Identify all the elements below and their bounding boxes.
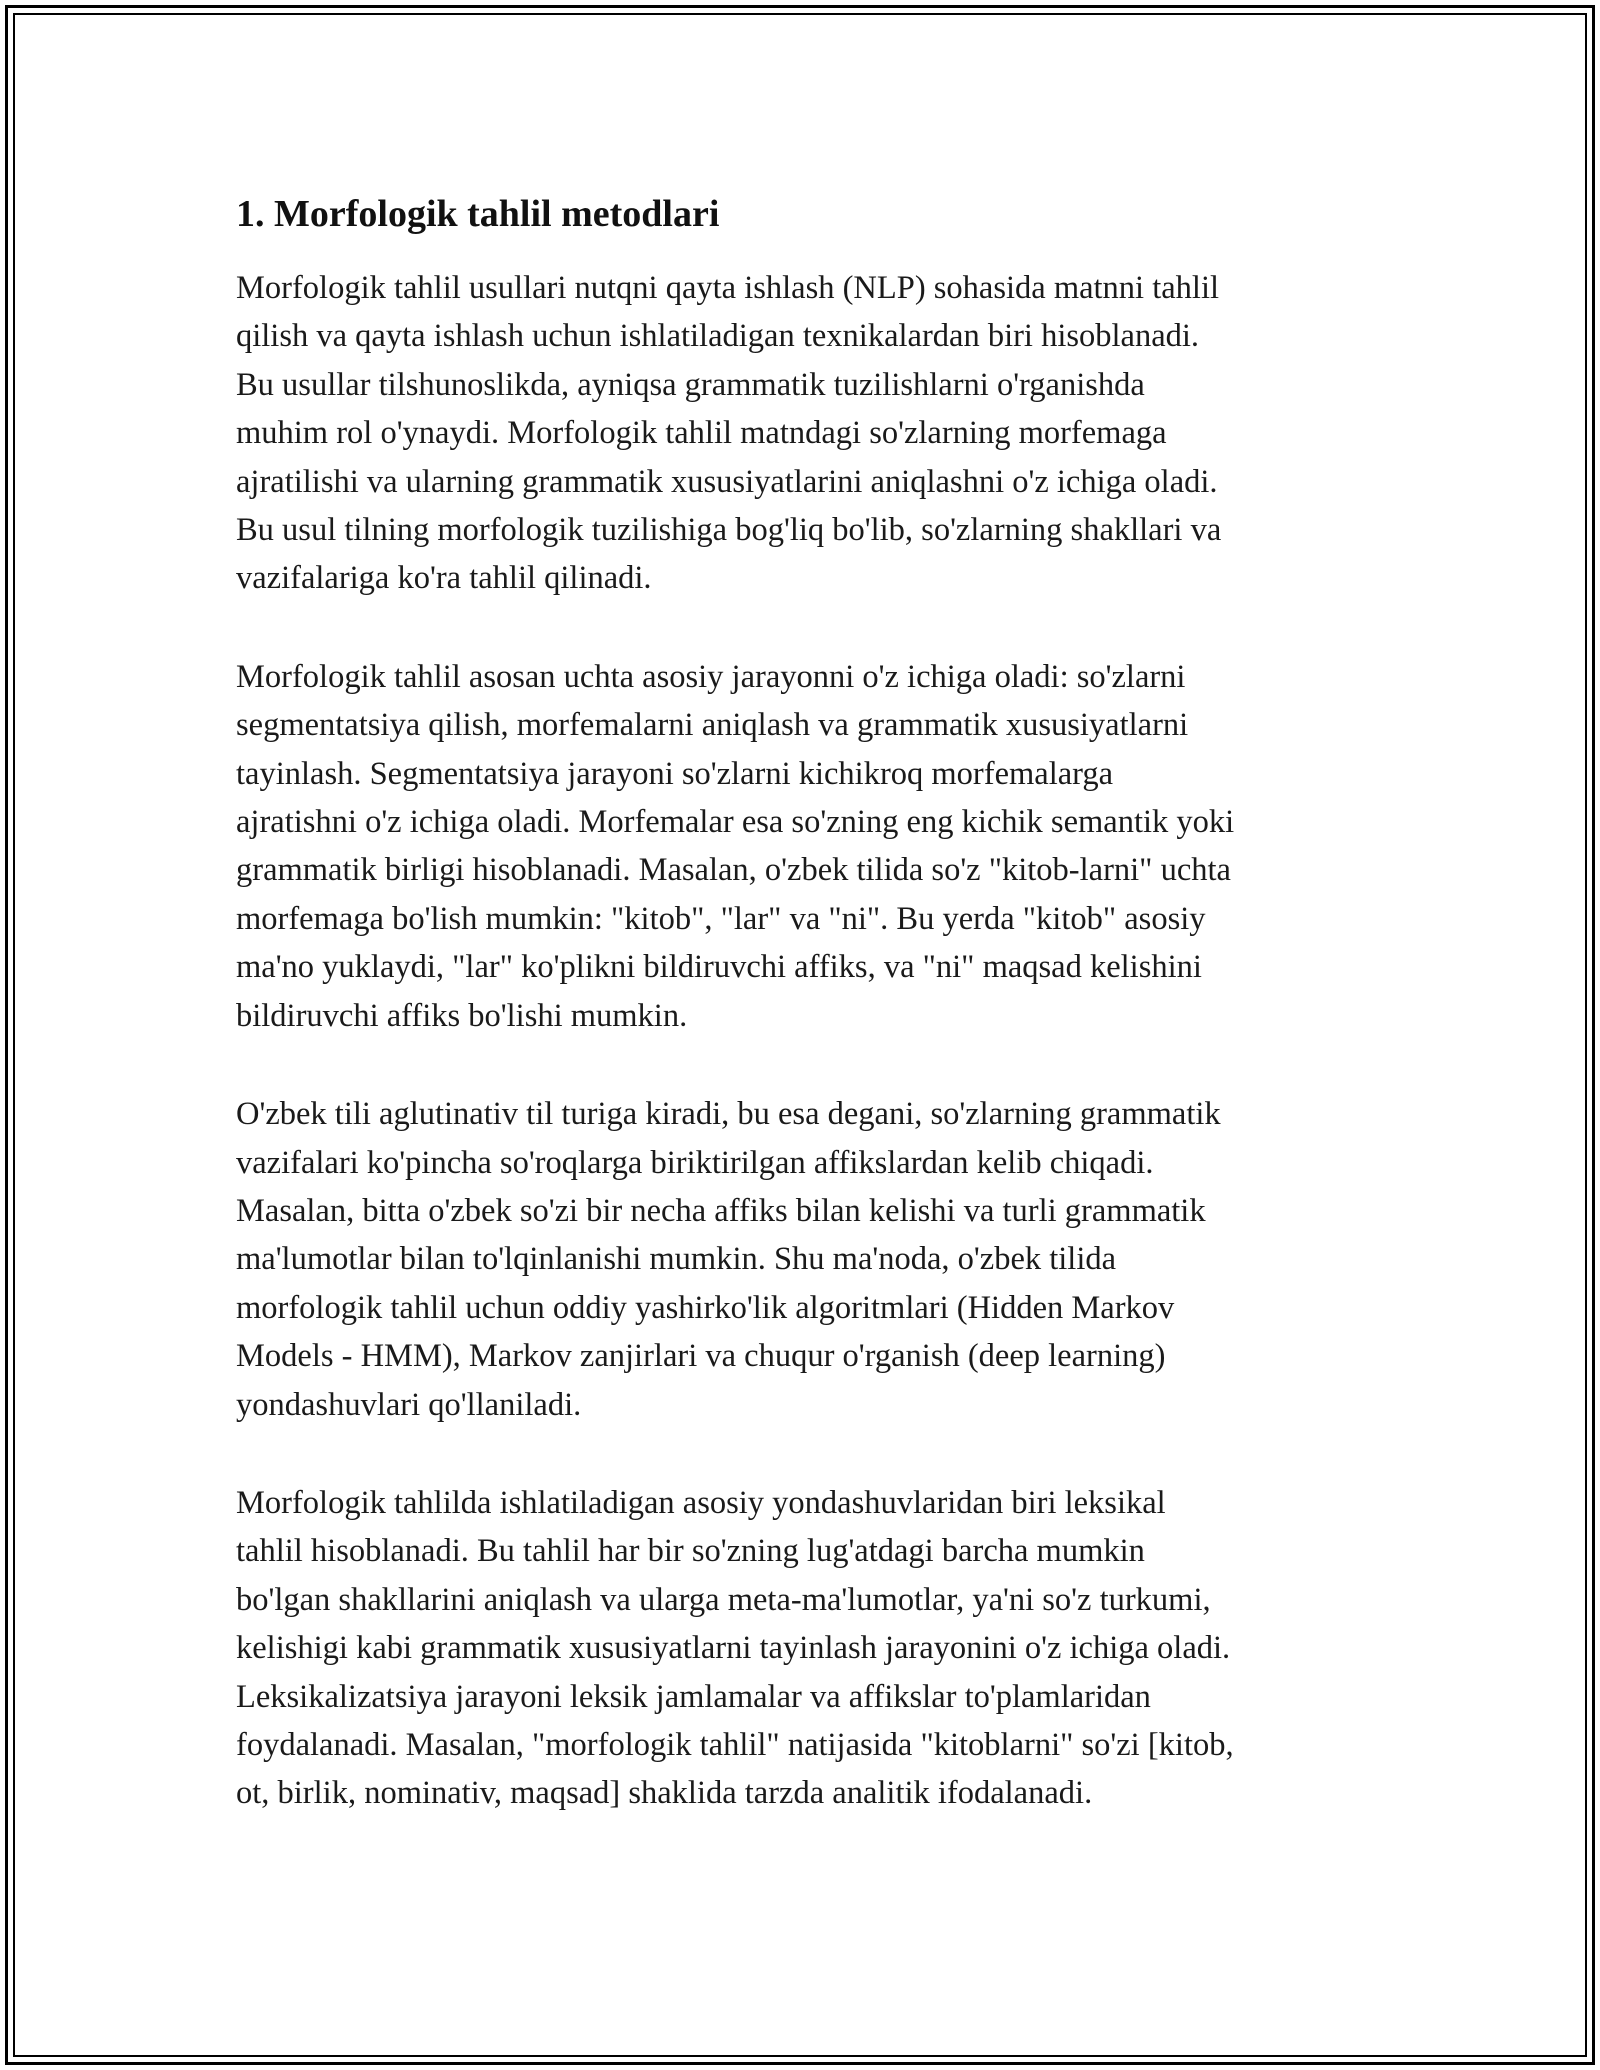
section-heading: 1. Morfologik tahlil metodlari xyxy=(236,193,720,235)
paragraph-agglutinative: O'zbek tili aglutinativ til turiga kiradi, bu esa degani, so'zlarning grammatik vazifalari ko'pincha so'roqlarga biriktirilgan affikslardan kelib chiqadi. Masalan, bitta o'zbek so'zi bir necha affiks bilan kelishi va turli grammatik ma'lumotlar bilan to'lqinlanishi mumkin. Shu ma'noda, o'zbek tilida morfologik tahlil uchun oddiy yashirko'lik algoritmlari (Hidden Markov Models - HMM), Markov zanjirlari va chuqur o'rganish (deep learning) yondashuvlari qo'llaniladi. xyxy=(236,1096,1221,1423)
paragraph-intro: Morfologik tahlil usullari nutqni qayta ishlash (NLP) sohasida matnni tahlil qilish va qayta ishlash uchun ishlatiladigan texnikalardan biri hisoblanadi. Bu usullar tilshunoslikda, ayniqsa grammatik tuzilishlarni o'rganishda muhim rol o'ynaydi. Morfologik tahlil matndagi so'zlarning morfemaga ajratilishi va ularning grammatik xususiyatlarini aniqlashni o'z ichiga oladi. Bu usul tilning morfologik tuzilishiga bog'liq bo'lib, so'zlarning shakllari va vazifalariga ko'ra tahlil qilinadi. xyxy=(236,270,1222,597)
document-body xyxy=(236,186,1366,1868)
paragraph-processes: Morfologik tahlil asosan uchta asosiy jarayonni o'z ichiga oladi: so'zlarni segmentatsiya qilish, morfemalarni aniqlash va grammatik xususiyatlarni tayinlash. Segmentatsiya jarayoni so'zlarni kichikroq morfemalarga ajratishni o'z ichiga oladi. Morfemalar esa so'zning eng kichik semantik yoki grammatik birligi hisoblanadi. Masalan, o'zbek tilida so'z "kitob-larni" uchta morfemaga bo'lish mumkin: "kitob", "lar" va "ni". Bu yerda "kitob" asosiy ma'no yuklaydi, "lar" ko'plikni bildiruvchi affiks, va "ni" maqsad kelishini bildiruvchi affiks bo'lishi mumkin. xyxy=(236,658,1235,1034)
paragraph-lexical-analysis: Morfologik tahlilda ishlatiladigan asosiy yondashuvlaridan biri leksikal tahlil hisoblanadi. Bu tahlil har bir so'zning lug'atdagi barcha mumkin bo'lgan shakllarini aniqlash va ularga meta-ma'lumotlar, ya'ni so'z turkumi, kelishigi kabi grammatik xususiyatlarni tayinlash jarayonini o'z ichiga oladi. Leksikalizatsiya jarayoni leksik jamlamalar va affikslar to'plamlaridan foydalanadi. Masalan, "morfologik tahlil" natijasida "kitoblarni" so'zi [kitob, ot, birlik, nominativ, maqsad] shaklida tarzda analitik ifodalanadi. xyxy=(236,1484,1234,1812)
